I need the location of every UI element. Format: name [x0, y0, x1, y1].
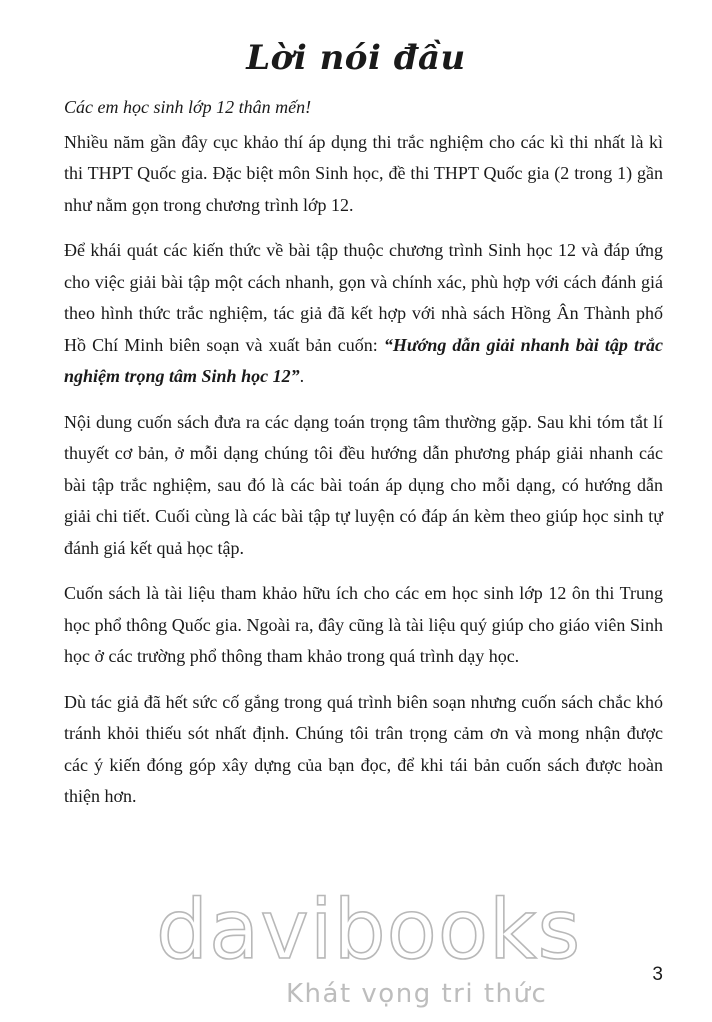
- page-title: Lời nói đầu: [246, 38, 466, 78]
- greeting: Các em học sinh lớp 12 thân mến!: [64, 97, 312, 117]
- watermark-brand: davibooks: [156, 883, 582, 978]
- preface-body: [64, 92, 663, 827]
- paragraph-1: Nhiều năm gần đây cục khảo thí áp dụng thi trắc nghiệm cho các kì thi nhất là kì thi THPT Quốc gia. Đặc biệt môn Sinh học, đề thi THPT Quốc gia (2 trong 1) gần như nằm gọn trong chương trình lớp 12.: [64, 131, 663, 215]
- book-title: “Hướng dẫn giải nhanh bài tập trắc nghiệm trọng tâm Sinh học 12”: [64, 334, 663, 386]
- paragraph-2-tail: .: [299, 366, 305, 386]
- paragraph-2: [64, 235, 663, 393]
- paragraph-5: Dù tác giả đã hết sức cố gắng trong quá trình biên soạn nhưng cuốn sách chắc khó tránh khỏi thiếu sót nhất định. Chúng tôi trân trọng cảm ơn và mong nhận được các ý kiến đóng góp xây dựng của bạn đọc, để khi tái bản cuốn sách được hoàn thiện hơn.: [64, 691, 663, 806]
- page-number: 3: [652, 964, 663, 985]
- paragraph-3: Nội dung cuốn sách đưa ra các dạng toán trọng tâm thường gặp. Sau khi tóm tắt lí thuyết cơ bản, ở mỗi dạng chúng tôi đều hướng dẫn phương pháp giải nhanh các bài tập trắc nghiệm, sau đó là các bài toán áp dụng cho mỗi dạng, có hướng dẫn giải chi tiết. Cuối cùng là các bài tập tự luyện có đáp án kèm theo giúp học sinh tự đánh giá kết quả học tập.: [64, 411, 663, 558]
- paragraph-4: Cuốn sách là tài liệu tham khảo hữu ích cho các em học sinh lớp 12 ôn thi Trung học phổ thông Quốc gia. Ngoài ra, đây cũng là tài liệu quý giúp cho giáo viên Sinh học ở các trường phổ thông tham khảo trong quá trình dạy học.: [64, 583, 663, 666]
- paragraph-2-lead: Để khái quát các kiến thức về bài tập thuộc chương trình Sinh học 12 và đáp ứng cho việc giải bài tập một cách nhanh, gọn và chính xác, phù hợp với cách đánh giá theo hình thức trắc nghiệm, tác giả đã kết hợp với nhà sách Hồng Ân Thành phố Hồ Chí Minh biên soạn và xuất bản cuốn:: [64, 240, 663, 355]
- watermark-slogan: Khát vọng tri thức: [286, 979, 548, 1009]
